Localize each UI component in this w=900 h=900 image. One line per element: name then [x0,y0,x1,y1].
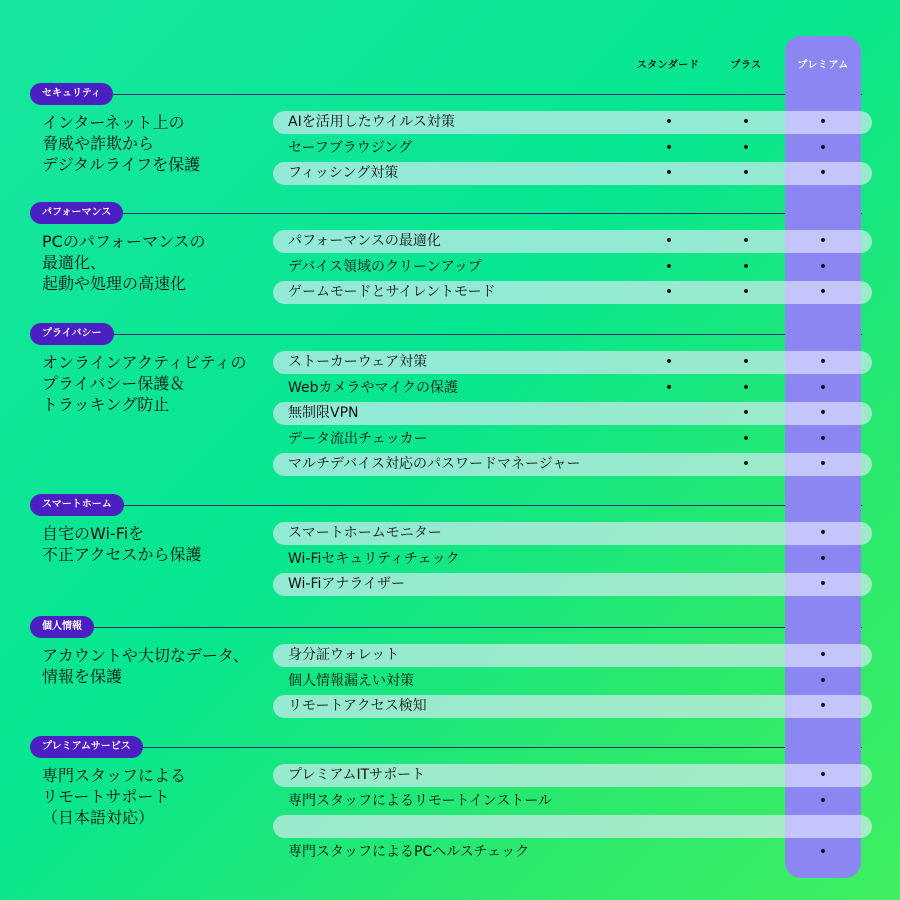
column-header-standard: スタンダード [636,60,700,71]
section-badge: パフォーマンス [30,202,123,224]
check-dot-premium: • [818,233,828,249]
check-dot-plus: • [741,233,751,249]
check-dot-premium: • [818,673,828,689]
check-dot-standard: • [664,114,674,130]
section-description: 自宅のWi-Fiを 不正アクセスから保護 [42,524,202,564]
section-divider [30,627,862,628]
feature-label: データ流出チェッカー [288,431,428,447]
feature-row [273,428,872,451]
section-description: インターネット上の 脅威や詐欺から デジタルライフを保護 [42,113,201,174]
feature-row [273,402,872,425]
section-badge: プレミアムサービス [30,736,143,758]
check-dot-standard: • [664,165,674,181]
check-dot-premium: • [818,284,828,300]
check-dot-premium: • [818,431,828,447]
column-header-plus: プラス [730,60,762,71]
feature-row [273,670,872,693]
feature-row [273,815,872,838]
check-dot-standard: • [664,140,674,156]
feature-row [273,281,872,304]
check-dot-premium: • [818,405,828,421]
feature-row [273,790,872,813]
feature-label: プレミアムITサポート [288,767,426,783]
section-badge: プライバシー [30,323,114,345]
column-header-premium: プレミアム [797,60,849,71]
check-dot-premium: • [818,525,828,541]
section-badge: スマートホーム [30,494,124,516]
feature-row [273,162,872,185]
check-dot-premium: • [818,380,828,396]
check-dot-premium: • [818,844,828,860]
feature-row [273,453,872,476]
check-dot-standard: • [664,354,674,370]
check-dot-standard: • [664,259,674,275]
check-dot-plus: • [741,456,751,472]
section-description: アカウントや大切なデータ、 情報を保護 [42,646,249,686]
feature-label: フィッシング対策 [288,165,399,181]
feature-label: Wi-Fiセキュリティチェック [288,551,460,567]
check-dot-plus: • [741,114,751,130]
feature-row [273,764,872,787]
feature-label: デバイス領域のクリーンアップ [288,259,482,275]
feature-label: パフォーマンスの最適化 [288,233,441,249]
feature-row [273,644,872,667]
feature-label: 無制限VPN [288,405,359,421]
check-dot-standard: • [664,284,674,300]
feature-label: 専門スタッフによるリモートインストール [288,793,553,809]
check-dot-plus: • [741,380,751,396]
section-description: 専門スタッフによる リモートサポート （日本語対応） [42,766,187,827]
section-divider [30,213,862,214]
check-dot-standard: • [664,380,674,396]
check-dot-premium: • [818,456,828,472]
check-dot-premium: • [818,698,828,714]
feature-label: Webカメラやマイクの保護 [288,380,458,396]
check-dot-premium: • [818,647,828,663]
section-divider [30,94,862,95]
feature-label: ストーカーウェア対策 [288,354,428,370]
section [0,616,900,727]
check-dot-premium: • [818,551,828,567]
section-badge: 個人情報 [30,616,94,638]
check-dot-premium: • [818,793,828,809]
check-dot-premium: • [818,259,828,275]
check-dot-premium: • [818,165,828,181]
feature-row [273,137,872,160]
feature-label: 身分証ウォレット [288,647,400,663]
feature-row [273,377,872,400]
check-dot-plus: • [741,259,751,275]
feature-row [273,522,872,545]
feature-label: マルチデバイス対応のパスワードマネージャー [288,456,581,472]
section [0,323,900,485]
section [0,83,900,194]
section-divider [30,334,862,335]
feature-row [273,695,872,718]
check-dot-plus: • [741,405,751,421]
check-dot-plus: • [741,431,751,447]
section-divider [30,505,862,506]
feature-label: スマートホームモニター [288,525,442,541]
section-description: PCのパフォーマンスの 最適化、 起動や処理の高速化 [42,232,206,293]
check-dot-premium: • [818,114,828,130]
check-dot-plus: • [741,284,751,300]
feature-row [273,351,872,374]
check-dot-plus: • [741,354,751,370]
check-dot-plus: • [741,165,751,181]
feature-label: 専門スタッフによるPCヘルスチェック [288,844,530,860]
feature-label: Wi-Fiアナライザー [288,576,405,592]
feature-row [273,256,872,279]
check-dot-premium: • [818,576,828,592]
feature-row [273,548,872,571]
section-divider [30,747,862,748]
feature-label: ゲームモードとサイレントモード [288,284,496,300]
feature-label: 個人情報漏えい対策 [288,673,414,689]
check-dot-premium: • [818,140,828,156]
section [0,202,900,313]
check-dot-premium: • [818,354,828,370]
feature-row [273,230,872,253]
feature-label: AIを活用したウイルス対策 [288,114,455,130]
check-dot-plus: • [741,140,751,156]
section-description: オンラインアクティビティの プライバシー保護＆ トラッキング防止 [42,353,247,414]
section [0,736,900,872]
section [0,494,900,605]
feature-label: セーフブラウジング [288,140,413,156]
feature-row [273,111,872,134]
feature-row [273,573,872,596]
check-dot-standard: • [664,233,674,249]
check-dot-premium: • [818,767,828,783]
section-badge: セキュリティ [30,83,113,105]
feature-label: リモートアクセス検知 [288,698,427,714]
feature-row [273,841,872,864]
